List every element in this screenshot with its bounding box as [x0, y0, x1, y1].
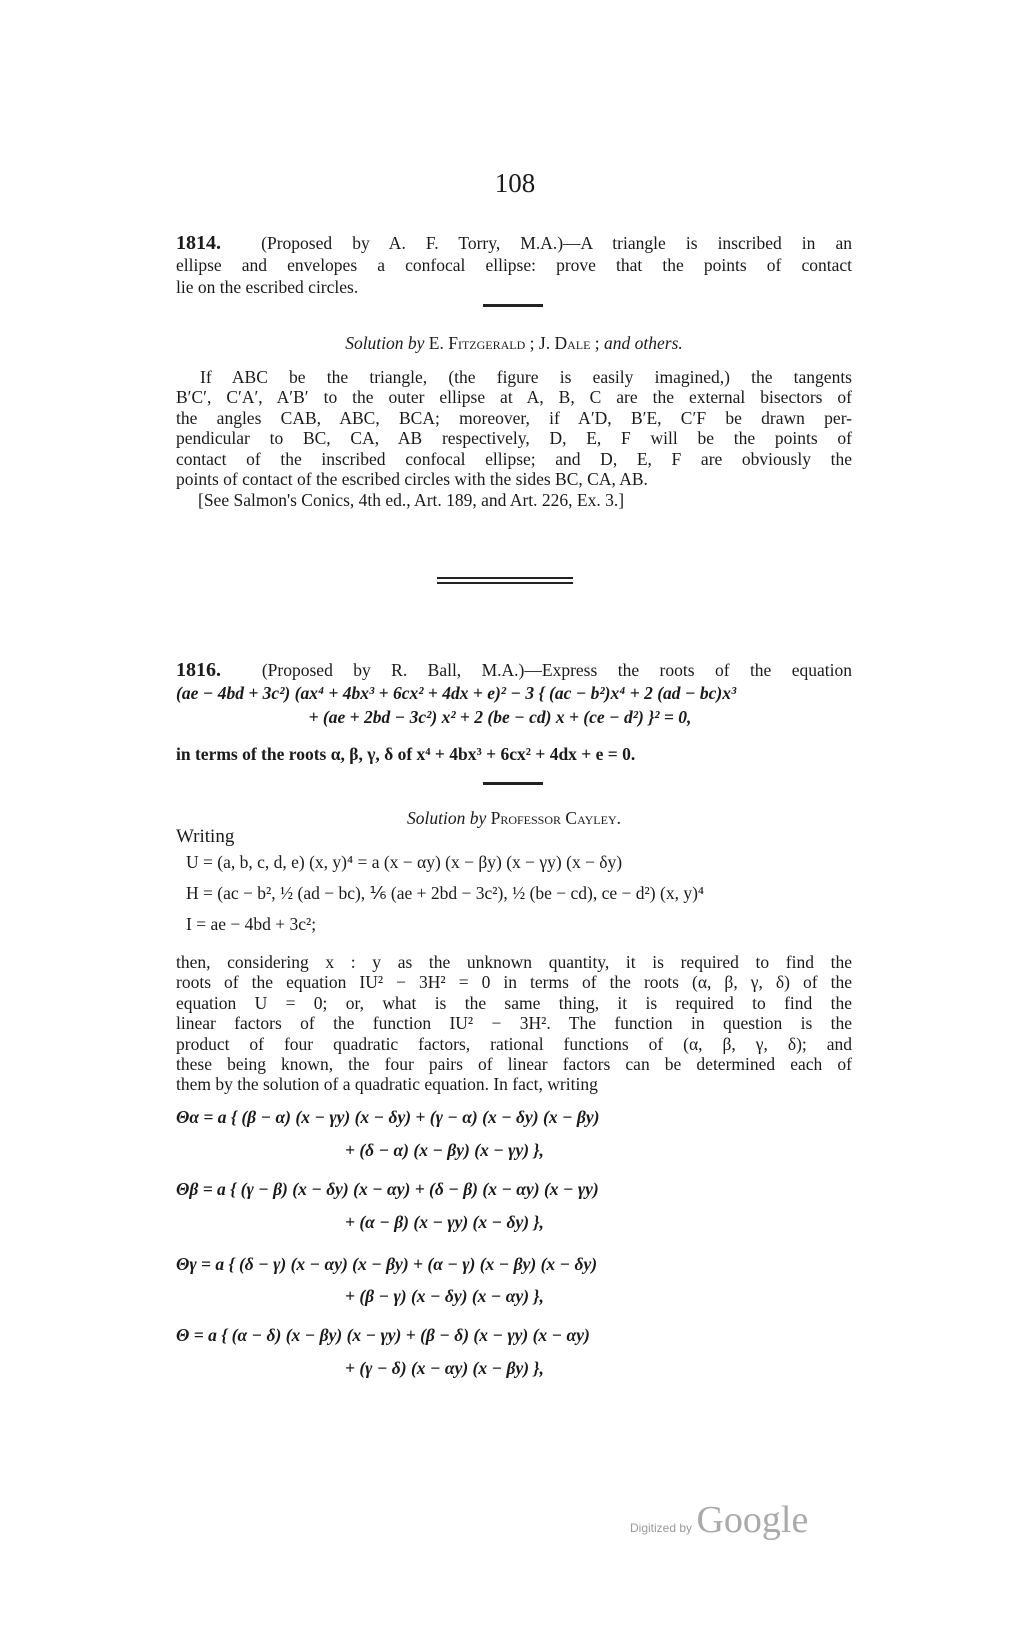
- body-line: product of four quadratic factors, rational functions of (α, β, γ, δ); and: [176, 1034, 852, 1054]
- divider: [483, 304, 543, 307]
- text: Professor Cayley.: [490, 808, 621, 828]
- text: Solution by: [345, 333, 425, 353]
- theta-gamma-eq: Θγ = a { (δ − γ) (x − αy) (x − βy) + (α − γ) (x − βy) (x − δy): [176, 1254, 598, 1274]
- problem-1816-line: [176, 660, 852, 680]
- text: (Proposed by R. Ball, M.A.)—Express the roots of the equation: [261, 660, 853, 680]
- theta-alpha-eq: Θα = a { (β − α) (x − γy) (x − δy) + (γ − α) (x − δy) (x − βy): [176, 1107, 600, 1127]
- problem-number: 1816.: [176, 659, 221, 681]
- theta-delta-eq: Θ = a { (α − δ) (x − βy) (x − γy) + (β − δ) (x − γy) (x − αy): [176, 1325, 590, 1345]
- problem-1814-line: [176, 233, 852, 253]
- digitized-by-google-watermark: [630, 1498, 808, 1542]
- equation: + (ae + 2bd − 3c²) x² + 2 (be − cd) x + (ce − d²) }² = 0,: [308, 707, 692, 727]
- body-line: equation U = 0; or, what is the same thing, it is required to find the: [176, 993, 852, 1013]
- text: (Proposed by A. F. Torry, M.A.)—A triangle is inscribed in an: [261, 233, 852, 253]
- equation: (ae − 4bd + 3c²) (ax⁴ + 4bx³ + 6cx² + 4dx + e)² − 3 { (ac − b²)x⁴ + 2 (ad − bc)x³: [176, 683, 737, 703]
- body-line: B′C′, C′A′, A′B′ to the outer ellipse at A, B, C are the external bisectors of: [176, 387, 852, 407]
- body-line: them by the solution of a quadratic equation. In fact, writing: [176, 1074, 598, 1094]
- page-number: 108: [494, 168, 536, 198]
- reference-line: [See Salmon's Conics, 4th ed., Art. 189, and Art. 226, Ex. 3.]: [198, 490, 625, 510]
- text: and others.: [604, 333, 683, 353]
- equation-u: U = (a, b, c, d, e) (x, y)⁴ = a (x − αy) (x − βy) (x − γy) (x − δy): [186, 852, 623, 872]
- problem-1814-line: ellipse and envelopes a confocal ellipse: prove that the points of contact: [176, 255, 852, 275]
- body-line: roots of the equation IU² − 3H² = 0 in terms of the roots (α, β, γ, δ) of the: [176, 972, 852, 992]
- problem-number: 1814.: [176, 232, 221, 254]
- body-line: linear factors of the function IU² − 3H². The function in question is the: [176, 1013, 852, 1033]
- body-line: If ABC be the triangle, (the figure is easily imagined,) the tangents: [200, 367, 852, 387]
- divider: [483, 782, 543, 785]
- body-line: these being known, the four pairs of linear factors can be determined each of: [176, 1054, 852, 1074]
- body-line: the angles CAB, ABC, BCA; moreover, if A′D, B′E, C′F be drawn per-: [176, 408, 852, 428]
- solution-heading: [176, 808, 852, 828]
- body-line: pendicular to BC, CA, AB respectively, D, E, F will be the points of: [176, 428, 852, 448]
- solution-heading: [176, 333, 852, 353]
- theta-delta-eq: + (γ − δ) (x − αy) (x − βy) },: [345, 1358, 544, 1378]
- theta-alpha-eq: + (δ − α) (x − βy) (x − γy) },: [345, 1140, 544, 1160]
- theta-gamma-eq: + (β − γ) (x − δy) (x − αy) },: [345, 1286, 544, 1306]
- text: E. Fitzgerald ; J. Dale ;: [428, 333, 600, 353]
- text: Digitized by: [630, 1521, 693, 1535]
- problem-1816-line: in terms of the roots α, β, γ, δ of x⁴ + 4bx³ + 6cx² + 4dx + e = 0.: [176, 744, 636, 764]
- text: Solution by: [406, 808, 487, 828]
- body-line: then, considering x : y as the unknown quantity, it is required to find the: [176, 952, 852, 972]
- writing-label: Writing: [176, 826, 235, 847]
- google-logo: Google: [696, 1499, 809, 1541]
- problem-1814-line: lie on the escribed circles.: [176, 277, 359, 297]
- double-divider: [437, 577, 573, 579]
- equation-h: H = (ac − b², ½ (ad − bc), ⅙ (ae + 2bd − 3c²), ½ (be − cd), ce − d²) (x, y)⁴: [186, 883, 704, 903]
- equation-i: I = ae − 4bd + 3c²;: [186, 914, 317, 934]
- theta-beta-eq: + (α − β) (x − γy) (x − δy) },: [345, 1212, 544, 1232]
- double-divider: [437, 582, 573, 584]
- theta-beta-eq: Θβ = a { (γ − β) (x − δy) (x − αy) + (δ − β) (x − αy) (x − γy): [176, 1179, 599, 1199]
- body-line: points of contact of the escribed circles with the sides BC, CA, AB.: [176, 469, 648, 489]
- body-line: contact of the inscribed confocal ellipse; and D, E, F are obviously the: [176, 449, 852, 469]
